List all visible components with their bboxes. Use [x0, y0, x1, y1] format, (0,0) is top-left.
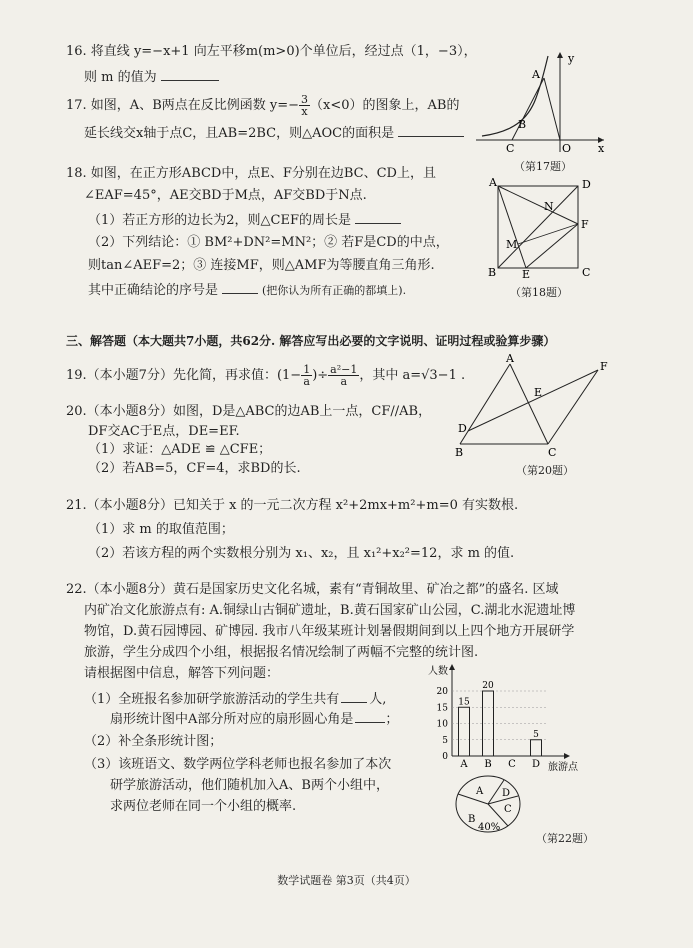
q21-line2: （1）求 m 的取值范围； [88, 522, 234, 537]
pie-label-pct: 40% [478, 822, 501, 833]
q17-answer-blank [398, 124, 464, 137]
q17-line-ca [512, 78, 544, 140]
q18-label-m: M [506, 238, 518, 251]
q18-figure [486, 174, 598, 280]
q19-fraction-2 [328, 364, 359, 387]
q19-f2-num: a²−1 [330, 363, 358, 376]
bar-x-arrow [564, 753, 570, 759]
q18-line2: ∠EAF=45°，AE交BD于M点，AF交BD于N点. [84, 188, 367, 203]
q22-line10: 研学旅游活动，他们随机加入A、B两个小组中， [110, 778, 389, 793]
q20-figure [452, 352, 616, 460]
bar-label-a: 15 [458, 697, 470, 708]
q16-line1: 16. 将直线 y=−x+1 向左平移m(m>0)个单位后，经过点（1，−3）， [66, 44, 477, 59]
q21-line1: 21.（本小题8分）已知关于 x 的一元二次方程 x²+2mx+m²+m=0 有实数根. [66, 498, 519, 513]
q17-label-a: A [532, 68, 540, 81]
q20-line-ab [460, 364, 510, 444]
q18-line3-text: （1）若正方形的边长为2，则△CEF的周长是 [88, 213, 351, 228]
pie-label-a: A [476, 786, 484, 797]
pie-divider-ab [458, 794, 488, 804]
q20-line2: DF交AC于E点，DE=EF. [88, 424, 240, 439]
q22-line1: 22.（本小题8分）黄石是国家历史文化名城，素有“青铜故里、矿冶之都”的盛名. 区域 [66, 582, 559, 597]
bar-category-c: C [508, 759, 516, 770]
q22-line9: （3）该班语文、数学两位学科老师也报名参加了本次 [84, 757, 392, 772]
q17-label-o: O [562, 142, 572, 155]
q22-pie-chart [450, 772, 530, 836]
q19-f2-den: a [340, 375, 348, 388]
q22-line7-text: 扇形统计图中A部分所对应的扇形圆心角是 [110, 712, 354, 727]
bar-y-arrow [449, 664, 455, 670]
q18-line6-text: 其中正确结论的序号是 [88, 283, 219, 298]
q22-line5: 请根据图中信息，解答下列问题： [84, 666, 280, 681]
bar-chart-category-labels [459, 759, 540, 770]
q17-line1 [66, 94, 459, 117]
q18-answer-blank-1 [355, 211, 401, 224]
q22-bar-chart [420, 660, 590, 772]
q18-label-e: E [522, 268, 531, 280]
q16-answer-blank [161, 68, 219, 81]
q18-line6-note: (把你认为所有正确的都填上). [262, 284, 407, 297]
q18-label-n: N [544, 200, 554, 213]
q18-line-mf [518, 224, 578, 244]
bar-label-b: 20 [482, 681, 494, 691]
q17-caption: （第17题） [514, 160, 572, 173]
section-3-heading: 三、解答题（本大题共7小题，共62分. 解答应写出必要的文字说明、证明过程或验算步骤） [66, 334, 556, 348]
q18-answer-blank-2 [222, 281, 258, 294]
q18-caption: （第18题） [510, 286, 568, 299]
q16-line2-text: 则 m 的值为 [84, 70, 157, 85]
q18-line3 [88, 211, 401, 229]
q22-line7: 扇形统计图中A部分所对应的扇形圆心角是 ； [110, 712, 399, 727]
q19-mid: )÷ [312, 368, 329, 383]
q22-line6-tail: 人, [369, 692, 387, 707]
q22-line4: 旅游，学生分成四个小组，根据报名情况绘制了两幅不完整的统计图. [84, 645, 479, 660]
q18-line5: 则tan∠AEF=2；③ 连接MF，则△AMF为等腰直角三角形. [88, 258, 435, 273]
q17-frac-num: 3 [301, 93, 309, 106]
q22-answer-blank-1 [341, 690, 367, 703]
q20-line-ac [510, 364, 548, 444]
q18-label-c: C [582, 266, 591, 279]
q19-fraction-1 [301, 364, 312, 387]
bar-chart-xlabel: 旅游点 [548, 762, 578, 772]
q18-line4: （2）下列结论：① BM²+DN²=MN²；② 若F是CD的中点， [88, 235, 449, 250]
bar-ytick-5: 5 [442, 735, 448, 746]
bar-label-d: 5 [533, 729, 539, 740]
q20-caption: （第20题） [516, 464, 574, 477]
q17-frac-den: x [301, 105, 308, 118]
bar-ytick-15: 15 [436, 703, 448, 714]
pie-label-b: B [468, 814, 476, 825]
q22-line6-text: （1）全班报名参加研学旅游活动的学生共有 [84, 692, 340, 707]
bar-category-a: A [460, 759, 468, 770]
q22-line3: 物馆，D.黄石园博园、矿博园. 我市八年级某班计划暑假期间到以上四个地方开展研学 [84, 624, 575, 639]
bar-ytick-20: 20 [436, 687, 448, 697]
q22-line2: 内矿冶文化旅游点有: A.铜绿山古铜矿遗址，B.黄石国家矿山公园，C.湖北水泥遗址博 [84, 603, 576, 618]
q20-line1: 20.（本小题8分）如图，D是△ABC的边AB上一点，CF//AB， [66, 404, 432, 419]
q16-line2 [84, 68, 219, 86]
q20-line4: （2）若AB=5，CF=4，求BD的长. [88, 461, 301, 476]
q18-label-a: A [489, 176, 497, 189]
q17-figure [472, 48, 612, 156]
q22-caption: （第22题） [536, 832, 594, 845]
bar-chart-data-labels [458, 681, 539, 740]
bar-category-b: B [484, 759, 492, 770]
page-footer: 数学试题卷 第3页（共4页） [277, 874, 416, 887]
q19-f1-num: 1 [303, 363, 311, 376]
pie-label-d: D [502, 788, 511, 799]
q20-line3: （1）求证：△ADE ≌ △CFE； [88, 442, 272, 457]
q20-label-d: D [458, 422, 467, 435]
q18-line6 [88, 281, 406, 299]
q18-line-af [498, 186, 578, 224]
bar-chart-axes [449, 664, 570, 759]
q22-line11: 求两位老师在同一个小组的概率. [110, 799, 297, 814]
q18-line1: 18. 如图，在正方形ABCD中，点E、F分别在边BC、CD上，且 [66, 166, 436, 181]
q17-line2 [84, 124, 464, 142]
q17-text-a: 17. 如图，A、B两点在反比例函数 y=− [66, 98, 300, 113]
q20-line-cf [548, 370, 598, 444]
bar-a [459, 707, 470, 756]
q19-line [66, 364, 465, 387]
q19-text-b: ，其中 a=√3−1 . [359, 368, 466, 383]
q20-label-f: F [600, 360, 608, 373]
bar-d [531, 740, 542, 756]
q17-line2-text: 延长线交x轴于点C，且AB=2BC，则△AOC的面积是 [84, 126, 395, 141]
q20-label-b: B [455, 446, 464, 459]
q18-line-ae [498, 186, 526, 268]
q17-label-b: B [518, 118, 527, 131]
q22-line8: （2）补全条形统计图； [84, 734, 223, 749]
q20-label-a: A [506, 352, 514, 365]
q17-line-ao [544, 78, 560, 140]
q20-label-c: C [548, 446, 557, 459]
q19-f1-den: a [303, 375, 310, 388]
q21-line3: （2）若该方程的两个实数根分别为 x₁、x₂，且 x₁²+x₂²=12，求 m 的值. [88, 546, 515, 561]
bar-category-d: D [531, 759, 541, 770]
q18-label-d: D [582, 178, 591, 191]
pie-label-c: C [504, 804, 512, 815]
q20-label-e: E [534, 386, 543, 399]
bar-chart-ylabel: 人数 [428, 666, 448, 677]
q17-fraction [299, 94, 310, 117]
bar-chart-y-ticks [437, 687, 449, 762]
q18-label-b: B [488, 266, 497, 279]
q18-label-f: F [581, 218, 589, 231]
q18-diagonal-bd [498, 186, 578, 268]
bar-ytick-0: 0 [442, 752, 448, 762]
q17-label-c: C [506, 142, 515, 155]
q17-label-y: y [568, 52, 575, 65]
q17-label-x: x [598, 142, 605, 155]
q22-answer-blank-2 [355, 710, 385, 723]
q22-line6 [84, 690, 386, 708]
q19-text-a: 19.（本小题7分）先化简，再求值：(1− [66, 368, 302, 383]
bar-ytick-10: 10 [436, 719, 448, 730]
q17-y-arrow [557, 52, 563, 58]
q17-text-b: （x<0）的图象上，AB的 [310, 98, 460, 113]
